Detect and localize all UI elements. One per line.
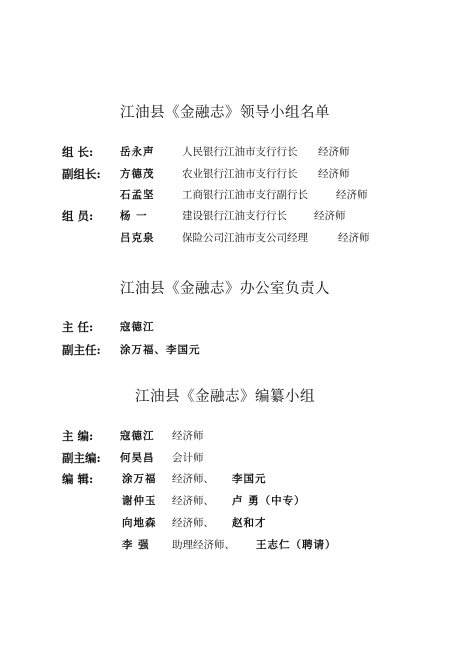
member-rank: 经济师	[318, 168, 350, 180]
row-label: 副主任:	[62, 343, 101, 357]
member-names: 涂万福、李国元	[120, 344, 201, 356]
member-name: 杨 一	[120, 210, 148, 222]
section-title-office: 江油县《金融志》办公室负责人	[120, 281, 330, 297]
member-title: 建设银行江油支行行长	[182, 210, 287, 222]
row-label: 主 任:	[62, 320, 94, 334]
member-title: 保险公司江油市支公司经理	[182, 232, 308, 244]
row-label: 组 员:	[62, 209, 94, 223]
member-title: 农业银行江油市支行行长	[182, 168, 298, 180]
member-name-2: 赵和才	[232, 517, 267, 529]
member-name-2: 卢 勇（中专）	[232, 495, 306, 507]
member-rank: 经济师、	[172, 473, 214, 485]
member-name: 寇德江	[120, 430, 155, 442]
member-rank: 经济师	[338, 232, 370, 244]
member-rank: 经济师	[336, 189, 368, 201]
member-title: 工商银行江油市支行副行长	[182, 189, 308, 201]
member-name: 石孟坚	[120, 189, 155, 201]
member-name: 涂万福	[122, 473, 157, 485]
row-label: 副组长:	[62, 167, 101, 181]
member-name: 岳永声	[120, 146, 155, 158]
member-name-2: 王志仁（聘请）	[256, 539, 337, 551]
row-label: 组 长:	[62, 145, 94, 159]
member-name: 寇德江	[120, 321, 155, 333]
row-label: 编 辑:	[62, 472, 94, 486]
member-rank: 助理经济师、	[172, 539, 235, 551]
member-name: 李 强	[122, 539, 150, 551]
section-title-editorial: 江油县《金融志》编纂小组	[135, 389, 315, 405]
row-label: 主 编:	[62, 429, 94, 443]
member-rank: 经济师	[314, 210, 346, 222]
section-title-leadership: 江油县《金融志》领导小组名单	[120, 105, 330, 121]
member-name: 方德茂	[120, 168, 155, 180]
member-rank: 会计师	[172, 452, 204, 464]
member-name: 向地森	[122, 517, 157, 529]
member-name: 吕克泉	[120, 232, 155, 244]
row-label: 副主编:	[62, 451, 101, 465]
member-name-2: 李国元	[232, 473, 267, 485]
member-name: 何昊昌	[120, 452, 155, 464]
member-rank: 经济师、	[172, 517, 214, 529]
member-rank: 经济师、	[172, 495, 214, 507]
member-name: 谢仲玉	[122, 495, 157, 507]
member-rank: 经济师	[172, 430, 204, 442]
member-title: 人民银行江油市支行行长	[182, 146, 298, 158]
member-rank: 经济师	[318, 146, 350, 158]
